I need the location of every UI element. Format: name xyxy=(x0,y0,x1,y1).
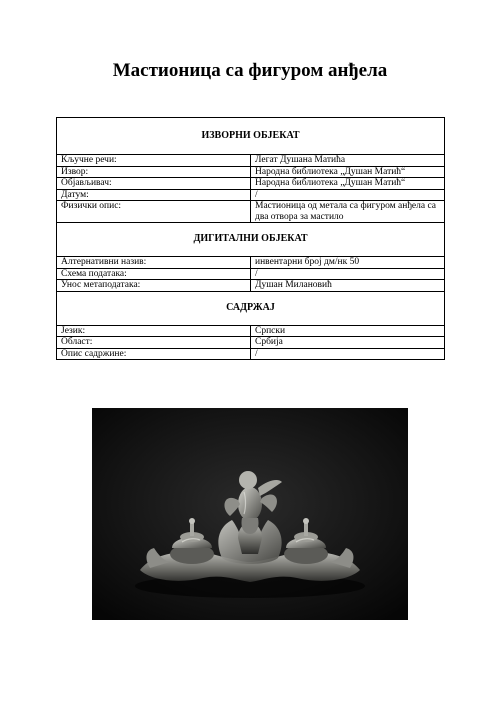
table-row xyxy=(57,325,445,337)
row-label: Алтернативни назив: xyxy=(57,257,251,269)
row-value: Народна библиотека „Душан Матић“ xyxy=(251,166,445,178)
row-value: Народна библиотека „Душан Матић“ xyxy=(251,178,445,190)
section-header-source xyxy=(57,118,445,155)
section-heading: ДИГИТАЛНИ ОБЈЕКАТ xyxy=(57,223,445,257)
row-label: Језик: xyxy=(57,325,251,337)
row-label: Физички опис: xyxy=(57,201,251,223)
row-label: Област: xyxy=(57,337,251,349)
row-label: Схема података: xyxy=(57,268,251,280)
table-row xyxy=(57,348,445,360)
section-header-content xyxy=(57,291,445,325)
row-value: Душан Милановић xyxy=(251,280,445,292)
row-label: Опис садржине: xyxy=(57,348,251,360)
row-label: Извор: xyxy=(57,166,251,178)
document-title: Мастионица са фигуром анђела xyxy=(112,60,388,81)
inkwell-photo-icon xyxy=(92,408,408,620)
row-value: / xyxy=(251,348,445,360)
table-row xyxy=(57,280,445,292)
table-row xyxy=(57,201,445,223)
row-value: Мастионица од метала са фигуром анђела са два отвора за мастило xyxy=(251,201,445,223)
row-value: инвентарни број дм/нк 50 xyxy=(251,257,445,269)
row-label: Датум: xyxy=(57,189,251,201)
table-row xyxy=(57,155,445,167)
section-heading: ИЗВОРНИ ОБЈЕКАТ xyxy=(57,118,445,155)
row-value: Легат Душана Матића xyxy=(251,155,445,167)
row-value: / xyxy=(251,189,445,201)
row-label: Унос метаподатака: xyxy=(57,280,251,292)
section-heading: САДРЖАЈ xyxy=(57,291,445,325)
table-row xyxy=(57,166,445,178)
table-row xyxy=(57,268,445,280)
row-value: / xyxy=(251,268,445,280)
table-row xyxy=(57,257,445,269)
row-label: Кључне речи: xyxy=(57,155,251,167)
row-value: Српски xyxy=(251,325,445,337)
row-label: Објављивач: xyxy=(57,178,251,190)
inkwell-photo xyxy=(92,408,408,620)
section-header-digital xyxy=(57,223,445,257)
table-row xyxy=(57,178,445,190)
table-row xyxy=(57,189,445,201)
metadata-table xyxy=(56,117,445,360)
table-row xyxy=(57,337,445,349)
row-value: Србија xyxy=(251,337,445,349)
